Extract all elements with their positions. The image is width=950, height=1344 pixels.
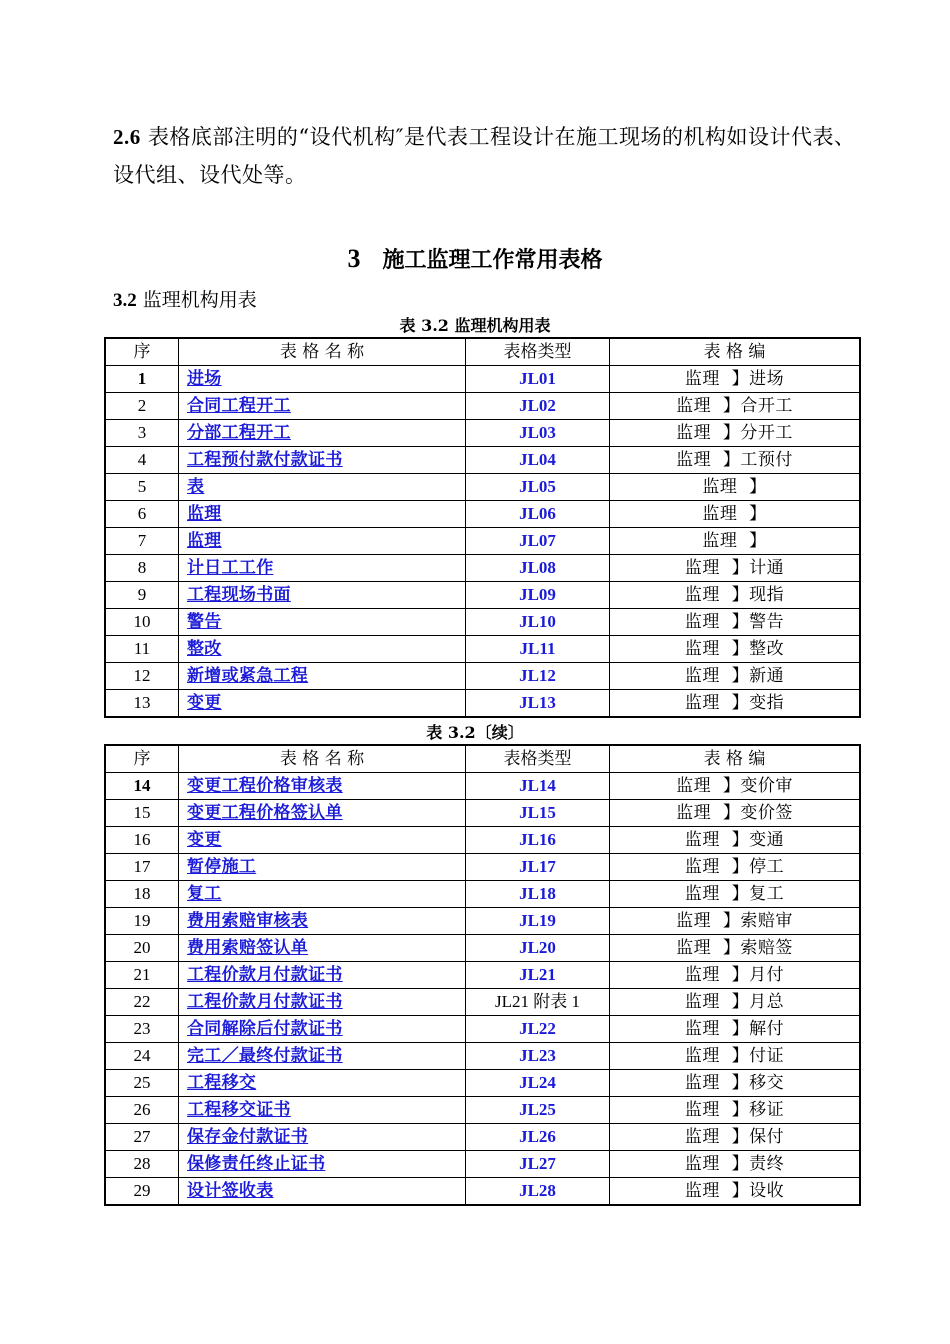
row-seq: 18	[105, 881, 179, 908]
row-seq: 4	[105, 447, 179, 474]
header-name: 表 格 名 称	[179, 745, 466, 773]
row-seq: 28	[105, 1151, 179, 1178]
row-code-cell	[610, 663, 861, 690]
row-type: JL04	[519, 450, 556, 469]
row-type: JL27	[519, 1154, 556, 1173]
row-type: JL14	[519, 776, 556, 795]
paragraph-number: 2.6	[113, 125, 141, 149]
table-row	[105, 1043, 860, 1070]
row-code-cell	[610, 1070, 861, 1097]
row-seq: 25	[105, 1070, 179, 1097]
row-code-cell	[610, 773, 861, 800]
row-name-cell	[179, 690, 466, 718]
row-type-cell	[466, 827, 610, 854]
table-row	[105, 1124, 860, 1151]
row-name-cell	[179, 1097, 466, 1124]
chapter-title: 施工监理工作常用表格	[382, 247, 603, 273]
paragraph-2-6	[113, 118, 865, 194]
row-type-cell	[466, 935, 610, 962]
table-row	[105, 690, 860, 718]
row-type-cell	[466, 663, 610, 690]
header-seq: 序	[105, 745, 179, 773]
row-type-cell	[466, 854, 610, 881]
table1-body	[105, 366, 860, 718]
row-code-cell	[610, 962, 861, 989]
table-row	[105, 1070, 860, 1097]
row-code: 监理 】现指	[684, 585, 785, 605]
row-seq: 21	[105, 962, 179, 989]
row-type-cell	[466, 1016, 610, 1043]
row-code: 监理 】分开工	[676, 423, 793, 443]
table-row	[105, 827, 860, 854]
form-name-link[interactable]: 表	[187, 477, 205, 497]
row-type-cell	[466, 474, 610, 501]
row-type: JL28	[519, 1181, 556, 1200]
row-name-cell	[179, 881, 466, 908]
row-type: JL05	[519, 477, 556, 496]
row-type: JL22	[519, 1019, 556, 1038]
row-code-cell	[610, 989, 861, 1016]
header-seq: 序	[105, 338, 179, 366]
table-row	[105, 663, 860, 690]
row-code-cell	[610, 501, 861, 528]
row-code: 监理 】	[702, 504, 767, 524]
row-name-cell	[179, 447, 466, 474]
table-row	[105, 1016, 860, 1043]
row-code: 监理 】	[702, 477, 767, 497]
table-row	[105, 393, 860, 420]
form-name-link[interactable]: 费用索赔签认单	[187, 938, 309, 958]
row-type-cell	[466, 1151, 610, 1178]
row-name-cell	[179, 1178, 466, 1206]
header-code: 表 格 编	[610, 338, 861, 366]
row-name-cell	[179, 827, 466, 854]
row-type-cell	[466, 582, 610, 609]
form-name-link[interactable]: 工程预付款付款证书	[187, 450, 343, 470]
row-type: JL02	[519, 396, 556, 415]
row-name-cell	[179, 800, 466, 827]
row-name-cell	[179, 366, 466, 393]
row-code-cell	[610, 582, 861, 609]
form-name-link[interactable]: 设计签收表	[187, 1181, 274, 1201]
chapter-number: 3	[347, 244, 361, 273]
row-type: JL06	[519, 504, 556, 523]
table-row	[105, 636, 860, 663]
row-type-cell	[466, 555, 610, 582]
row-code-cell	[610, 366, 861, 393]
table-row	[105, 528, 860, 555]
row-type: JL23	[519, 1046, 556, 1065]
row-name-cell	[179, 773, 466, 800]
row-name-cell	[179, 962, 466, 989]
row-type-cell	[466, 800, 610, 827]
row-type-cell	[466, 881, 610, 908]
row-name-cell	[179, 609, 466, 636]
row-type: JL09	[519, 585, 556, 604]
form-name-link[interactable]: 计日工工作	[187, 558, 274, 578]
row-name-cell	[179, 582, 466, 609]
form-name-link[interactable]: 变更工程价格签认单	[187, 803, 343, 823]
row-type: JL08	[519, 558, 556, 577]
header-type: 表格类型	[466, 745, 610, 773]
row-seq: 9	[105, 582, 179, 609]
section-heading	[113, 285, 257, 312]
row-name-cell	[179, 501, 466, 528]
row-code: 监理 】整改	[684, 639, 785, 659]
table-row	[105, 609, 860, 636]
row-type: JL18	[519, 884, 556, 903]
row-type: JL20	[519, 938, 556, 957]
table-row	[105, 962, 860, 989]
form-name-link[interactable]: 保修责任终止证书	[187, 1154, 326, 1174]
row-name-cell	[179, 1070, 466, 1097]
table-row	[105, 881, 860, 908]
table-row	[105, 989, 860, 1016]
row-seq: 16	[105, 827, 179, 854]
row-type-cell	[466, 528, 610, 555]
form-name-link[interactable]: 工程价款月付款证书	[187, 965, 343, 985]
row-name-cell	[179, 555, 466, 582]
row-name-cell	[179, 1151, 466, 1178]
form-name-link[interactable]: 监理	[187, 531, 222, 551]
row-seq: 10	[105, 609, 179, 636]
table-row	[105, 1151, 860, 1178]
table-row	[105, 800, 860, 827]
row-code: 监理 】工预付	[676, 450, 793, 470]
form-name-link[interactable]: 合同解除后付款证书	[187, 1019, 343, 1039]
row-code-cell	[610, 1124, 861, 1151]
row-type-cell	[466, 447, 610, 474]
form-name-link[interactable]: 合同工程开工	[187, 396, 291, 416]
row-code: 监理 】保付	[684, 1127, 785, 1147]
row-seq: 1	[105, 366, 179, 393]
form-name-link[interactable]: 整改	[187, 639, 222, 659]
row-seq: 7	[105, 528, 179, 555]
row-name-cell	[179, 636, 466, 663]
table2-header-row	[105, 745, 860, 773]
table1	[104, 337, 861, 718]
row-seq: 23	[105, 1016, 179, 1043]
row-code-cell	[610, 1151, 861, 1178]
row-code: 监理 】解付	[684, 1019, 785, 1039]
row-seq: 15	[105, 800, 179, 827]
row-seq: 29	[105, 1178, 179, 1206]
row-name-cell	[179, 420, 466, 447]
row-seq: 24	[105, 1043, 179, 1070]
row-code-cell	[610, 636, 861, 663]
row-type: JL13	[519, 693, 556, 712]
row-code: 监理 】付证	[684, 1046, 785, 1066]
table1-caption: 表 3.2 监理机构用表	[399, 316, 551, 335]
row-code: 监理 】计通	[684, 558, 785, 578]
row-code-cell	[610, 474, 861, 501]
row-code-cell	[610, 1097, 861, 1124]
row-seq: 3	[105, 420, 179, 447]
row-type-cell	[466, 908, 610, 935]
row-code-cell	[610, 447, 861, 474]
row-name-cell	[179, 474, 466, 501]
form-name-link[interactable]: 变更	[187, 830, 222, 850]
row-type-cell	[466, 962, 610, 989]
form-name-link[interactable]: 工程移交	[187, 1073, 257, 1093]
row-type: JL19	[519, 911, 556, 930]
row-code: 监理 】停工	[684, 857, 785, 877]
table-row	[105, 420, 860, 447]
table-row	[105, 366, 860, 393]
table-row	[105, 773, 860, 800]
row-code-cell	[610, 935, 861, 962]
row-type: JL21 附表 1	[495, 992, 580, 1011]
row-name-cell	[179, 1043, 466, 1070]
table-row	[105, 935, 860, 962]
table2-caption: 表 3.2〔续〕	[426, 723, 524, 742]
row-type-cell	[466, 1178, 610, 1206]
form-name-link[interactable]: 暂停施工	[187, 857, 257, 877]
table-row	[105, 854, 860, 881]
form-name-link[interactable]: 保存金付款证书	[187, 1127, 309, 1147]
table-row	[105, 555, 860, 582]
row-type-cell	[466, 420, 610, 447]
row-code: 监理 】责终	[684, 1154, 785, 1174]
header-code: 表 格 编	[610, 745, 861, 773]
form-name-link[interactable]: 工程移交证书	[187, 1100, 291, 1120]
row-seq: 13	[105, 690, 179, 718]
row-seq: 2	[105, 393, 179, 420]
table2-body	[105, 773, 860, 1206]
row-code-cell	[610, 609, 861, 636]
form-name-link[interactable]: 复工	[187, 884, 222, 904]
header-type: 表格类型	[466, 338, 610, 366]
table2	[104, 744, 861, 1206]
row-name-cell	[179, 1016, 466, 1043]
row-seq: 11	[105, 636, 179, 663]
form-name-link[interactable]: 工程现场书面	[187, 585, 291, 605]
form-name-link[interactable]: 新增或紧急工程	[187, 666, 309, 686]
row-name-cell	[179, 528, 466, 555]
row-seq: 14	[105, 773, 179, 800]
paragraph-text: 表格底部注明的“设代机构″是代表工程设计在施工现场的机构如设计代表、设代组、设代处等。	[113, 125, 856, 187]
row-name-cell	[179, 1124, 466, 1151]
row-seq: 22	[105, 989, 179, 1016]
row-type: JL12	[519, 666, 556, 685]
row-name-cell	[179, 935, 466, 962]
row-type-cell	[466, 393, 610, 420]
row-code-cell	[610, 827, 861, 854]
row-type: JL01	[519, 369, 556, 388]
row-type-cell	[466, 501, 610, 528]
row-seq: 26	[105, 1097, 179, 1124]
table-row	[105, 582, 860, 609]
row-seq: 5	[105, 474, 179, 501]
row-code-cell	[610, 881, 861, 908]
row-name-cell	[179, 393, 466, 420]
form-name-link[interactable]: 进场	[187, 369, 222, 389]
row-type: JL25	[519, 1100, 556, 1119]
table-row	[105, 1178, 860, 1206]
row-code-cell	[610, 690, 861, 718]
form-name-link[interactable]: 完工／最终付款证书	[187, 1046, 343, 1066]
row-type: JL07	[519, 531, 556, 550]
form-name-link[interactable]: 工程价款月付款证书	[187, 992, 343, 1012]
row-code-cell	[610, 854, 861, 881]
section-title: 监理机构用表	[142, 289, 257, 311]
row-type-cell	[466, 609, 610, 636]
row-name-cell	[179, 663, 466, 690]
row-code: 监理 】设收	[684, 1181, 785, 1201]
row-type-cell	[466, 989, 610, 1016]
chapter-heading	[0, 243, 950, 274]
row-type-cell	[466, 773, 610, 800]
row-code: 监理 】移交	[684, 1073, 785, 1093]
row-type-cell	[466, 1124, 610, 1151]
form-name-link[interactable]: 变更工程价格审核表	[187, 776, 343, 796]
row-seq: 27	[105, 1124, 179, 1151]
row-type: JL17	[519, 857, 556, 876]
row-name-cell	[179, 854, 466, 881]
row-code: 监理 】新通	[684, 666, 785, 686]
table-row	[105, 474, 860, 501]
form-name-link[interactable]: 分部工程开工	[187, 423, 291, 443]
row-code-cell	[610, 420, 861, 447]
row-code-cell	[610, 555, 861, 582]
form-name-link[interactable]: 费用索赔审核表	[187, 911, 309, 931]
row-type-cell	[466, 1043, 610, 1070]
row-code: 监理 】索赔签	[676, 938, 793, 958]
row-seq: 8	[105, 555, 179, 582]
row-type: JL24	[519, 1073, 556, 1092]
row-seq: 6	[105, 501, 179, 528]
row-type: JL03	[519, 423, 556, 442]
row-type: JL16	[519, 830, 556, 849]
form-name-link[interactable]: 监理	[187, 504, 222, 524]
row-seq: 19	[105, 908, 179, 935]
table-row	[105, 447, 860, 474]
row-type: JL26	[519, 1127, 556, 1146]
row-type-cell	[466, 366, 610, 393]
row-code: 监理 】复工	[684, 884, 785, 904]
row-code: 监理 】移证	[684, 1100, 785, 1120]
row-code: 监理 】	[702, 531, 767, 551]
row-seq: 17	[105, 854, 179, 881]
row-code: 监理 】变指	[684, 693, 785, 713]
row-code: 监理 】变价签	[676, 803, 793, 823]
row-code-cell	[610, 908, 861, 935]
table-row	[105, 1097, 860, 1124]
row-name-cell	[179, 908, 466, 935]
row-code: 监理 】变通	[684, 830, 785, 850]
row-code: 监理 】合开工	[676, 396, 793, 416]
row-type-cell	[466, 636, 610, 663]
table1-header-row	[105, 338, 860, 366]
row-code-cell	[610, 1043, 861, 1070]
row-code: 监理 】变价审	[676, 776, 793, 796]
row-code-cell	[610, 1016, 861, 1043]
row-type: JL11	[519, 639, 556, 658]
row-code-cell	[610, 393, 861, 420]
row-type: JL10	[519, 612, 556, 631]
row-type-cell	[466, 1097, 610, 1124]
table-row	[105, 501, 860, 528]
row-code: 监理 】月总	[684, 992, 785, 1012]
row-code: 监理 】月付	[684, 965, 785, 985]
row-name-cell	[179, 989, 466, 1016]
row-type: JL21	[519, 965, 556, 984]
row-code: 监理 】警告	[684, 612, 785, 632]
row-seq: 20	[105, 935, 179, 962]
row-code-cell	[610, 1178, 861, 1206]
form-name-link[interactable]: 变更	[187, 693, 222, 713]
table-row	[105, 908, 860, 935]
row-code-cell	[610, 800, 861, 827]
row-type: JL15	[519, 803, 556, 822]
row-type-cell	[466, 690, 610, 718]
row-code: 监理 】进场	[684, 369, 785, 389]
section-number: 3.2	[113, 290, 137, 311]
row-type-cell	[466, 1070, 610, 1097]
row-code: 监理 】索赔审	[676, 911, 793, 931]
header-name: 表 格 名 称	[179, 338, 466, 366]
row-code-cell	[610, 528, 861, 555]
form-name-link[interactable]: 警告	[187, 612, 222, 632]
row-seq: 12	[105, 663, 179, 690]
